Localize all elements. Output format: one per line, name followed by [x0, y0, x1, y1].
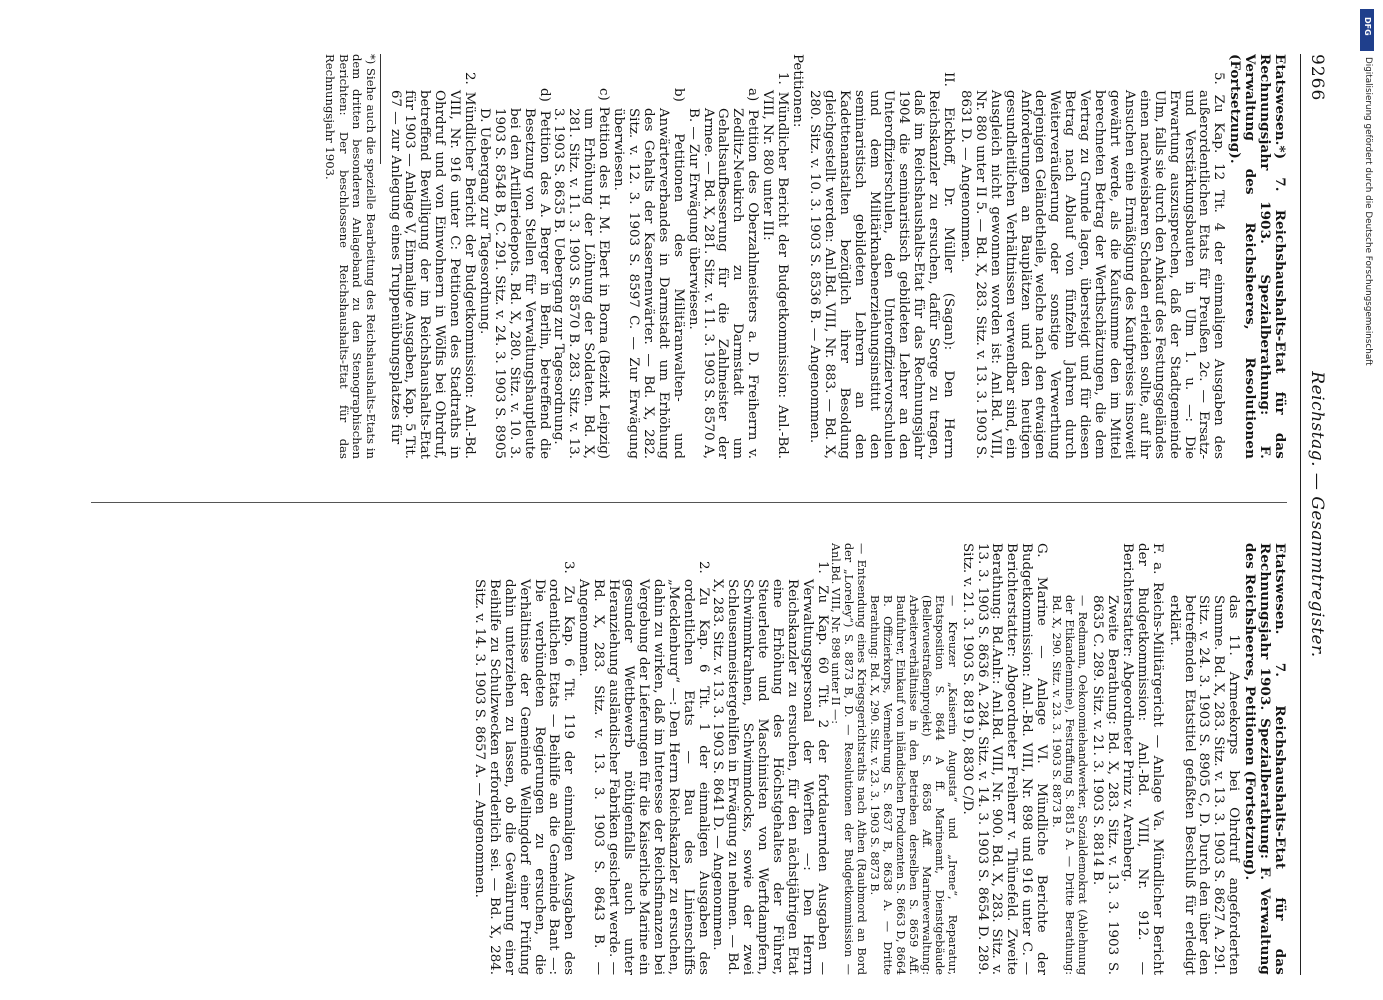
navy-resolution-2: 2. Zu Kap. 6 Tit. 1 der einmaligen Ausgaben des ordentlichen Etats — Bau des Linienschiffs „Mecklenburg“ —: Den Herrn Reichskanzler zu ersuchen, dahin zu wirken, daß im Interesse der Reichsfinanzen bei Vergebung der Lieferungen für die Kaiserliche Marine ein gesunder Wettbewerb nöthigenfalls auch unter Heranziehung ausländischer Fabriken gesichert werde. — Bd. X, 283. Sitz. v. 13. 3. 1903 S. 8643 B. — Angenommen.	[576, 561, 711, 975]
navy-notes: — Kreuzer „Kaiserin Augusta“ und „Irene“, Reparatur, Etatsposition S. 8644 A ff. Marineamt, Dienstgebäude (Bellevuestraßenprojekt) S. 8658 Aff. Marineverwaltung: Arbeiterverhältnisse in den Betrieben derselben S. 8659 Aff. Baufuhrer, Einkauf von inländischen Produzenten S. 8663 D, 8664 B. Offizierkorps, Vermehrung S. 8637 B, 8638 A. — Dritte Berathung: Bd. X, 290. Sitz. v. 23. 3. 1903 S. 8873 B.	[867, 595, 959, 975]
dfg-logo: DFG	[1360, 9, 1374, 51]
petition-b: b) Petitionen des Militäranwalten- und Anwärterverbandes in Darmstadt um Erhöhung des Gehalts der Kasernenwärter. — Bd. X, 282. Sitz. v. 12. 3. 1903 S. 8597 C. — Zur Erwägung überwiesen.	[611, 88, 686, 459]
page-number: 9266	[1307, 54, 1327, 102]
section-heading-continued: Etatswesen. 7. Reichshaushalts-Etat für das Rechnungsjahr 1903. Spezialberathung: F. Verwaltung des Reichsheeres, Petitionen (Fortsetzung).	[1242, 543, 1288, 975]
running-title: Reichstag. — Gesammtregister.	[1307, 371, 1327, 658]
navy-resolution-1: 1. Zu Kap. 60 Tit. 2 der fortdauernden Ausgaben — Verwaltungspersonal der Werften —: Den Herrn Reichskanzler zu ersuchen, für den nächstjährigen Etat eine Erhöhung des Höchstgehaltes der Führer, Steuerleute und Maschinisten von Werftdampfern, Schwimmkrahnen, Schwimmdocks, sowie der zwei Schleusenmeistergehilfen in Erwägung zu nehmen. — Bd. X, 283. Sitz. v. 13. 3. 1903 S. 8641 D. — Angenommen.	[710, 561, 830, 975]
ohrdruf-entry: das 11. Armeekorps bei Ohrdruf angeforderten Summe. Bd. X, 283. Sitz. v. 13. 3. 1903 S. 8627 A. 291. Sitz. v. 24. 3. 1903 S. 8905 C, D. Durch den über den betreffenden Etatstitel gefaßten Beschluß für erledigt erklärt.	[1166, 595, 1242, 975]
navy-entry: G. Marine — Anlage VI. Mündliche Berichte der Budgetkommission: Anl.-Bd. VIII, Nr. 898 und 916 unter C. — Berichterstatter: Abgeordneter Freiherr v. Thünefeld. Zweite Berathung: Bd.Anlr.: Anl.Bd. VIII, Nr. 900. Bd. X, 283. Sitz. v. 13. 3. 1903 S. 8636 A. 284. Sitz. v. 14. 3. 1903 S. 8654 D. 289. Sitz. v. 21. 3. 1903 S. 8819 D, 8830 C/D.	[959, 543, 1050, 975]
military-court-notes: — Redmann, Oekonomiehandwerker, Sozialdemokrat (Ablehnung der Etikandenmine), Festraffung S. 8815 A. — Dritte Berathung: Bd. X, 290. Sitz. v. 23. 3. 1903 S. 8873 B.	[1050, 595, 1090, 975]
navy-resolutions-intro: — Entsendung eines Kriegsgerichtsraths nach Athen (Raubmord an Bord der „Loreley“) S. 8873 B, D. — Resolutionen der Budgetkommission — Anl.Bd. VIII, Nr. 898 unter II —:	[828, 543, 868, 975]
footnote: *) Siehe auch die spezielle Bearbeitung des Reichshaushalts-Etats in dem dritten besonderen Anlageband zu den Stenographischen Berichten: Der beschlossene Reichshaushalts-Etat für das Rechnungsjahr 1903.	[323, 54, 378, 459]
funding-watermark	[1345, 3, 1383, 993]
military-court-entry: F. a. Reichs-Militärgericht — Anlage Va. Mündlicher Bericht der Budgetkommission: Anl.-Bd. VIII, Nr. 912. — Berichterstatter: Abgeordneter Prinz v. Arenberg.	[1119, 543, 1165, 975]
petition-report-1: 1. Mündlicher Bericht der Budgetkommission: Anl.-Bd. VIII, Nr. 880 unter III:	[760, 72, 791, 459]
right-column	[0, 543, 1383, 975]
military-court-second-reading: Zweite Berathung: Bd. X, 283. Sitz. v. 13. 3. 1903 S. 8635 C. 289. Sitz. v. 21. 3. 1903 S. 8814 B.	[1090, 595, 1121, 975]
column-divider	[91, 502, 1287, 503]
left-column	[0, 54, 1383, 459]
navy-resolution-3: 3. Zu Kap. 6 Tit. 119 der einmaligen Ausgaben des ordentlichen Etats — Beihilfe an die Gemeinde Bant —: Die verbündeten Regierungen zu ersuchen, die Verhältnisse der Gemeinde Wellingdorf einer Prüfung dahin unterziehen zu lassen, ob die Gewährung einer Beihilfe zu Schulzwecken erforderlich sei. — Bd. X, 284. Sitz. v. 14. 3. 1903 S. 8657 A. — Angenommen.	[471, 561, 577, 975]
watermark-text: Digitalisierung gefördert durch die Deutsche Forschungsgemeinschaft	[1363, 57, 1373, 366]
resolution-5: 5. Zu Kap. 12 Tit. 4 der einmaligen Ausgaben des außerordentlichen Etats für Preußen 2c. — Ersatz- und Verstärkungsbauten in Ulm 1. u. —: Die Erwartung auszusprechen, daß der Stadtgemeinde Ulm, falls sie durch den Ankauf des Festungsgeländes einen nachweisbaren Schaden erleiden sollte, auf ihr Ansuchen eine Ermäßigung des Kaufpreises insoweit gewährt werde, als die Kaufsumme den im Mittel berechneten Betrag der Werthschätzungen, die dem Vertrag zu Grunde lagen, übersteigt und für diesen Betrag nach Ablauf von fünfzehn Jahren durch Weiterveräußerung oder sonstige Verwerthung derjenigen Geländetheile, welche nach den etwaigen Anforderungen an Bauplätzen und den heutigen gesundheitlichen Verhältnissen verwendbar sind, ein Ausgleich nicht gewonnen worden ist: Anl.Bd. VIII, Nr. 880 unter II 5. — Bd. X, 283. Sitz. v. 13. 3. 1903 S. 8631 D. — Angenommen.	[957, 72, 1227, 459]
petition-report-2: 2. Mündlicher Bericht der Budgetkommission: Anl.-Bd. VIII, Nr. 916 unter C: Petitionen des Stadtraths in Ohrdruf und von Einwohnern in Wölfis bei Ohrdruf, betreffend Bewilligung der im Reichshaushalts-Etat für 1903 — Anlage V, Einmalige Ausgaben, Kap. 5 Tit. 67 — zur Anlegung eines Truppenübungsplatzes für	[387, 72, 478, 459]
petitions-heading: Petitionen:	[790, 54, 805, 128]
petition-a: a) Petition des Oberzahlmeisters a. D. Freiherrn v. Zedlitz-Neukirch zu Darmstadt um Gehaltsaufbesserung für die Zahlmeister der Armee. — Bd. X, 281. Sitz. v. 11. 3. 1903 S. 8570 A, B. — Zur Erwägung überwiesen.	[685, 88, 761, 459]
section-heading: Etatswesen.*) 7. Reichshaushalts-Etat für das Rechnungsjahr 1903. Spezialberathung: F. Verwaltung des Reichsheeres, Resolutionen (Fortsetzung).	[1227, 54, 1288, 459]
footnote-rule	[380, 54, 381, 164]
petition-c: c) Petition des H. M. Ebert in Borna (Bezirk Leipzig) um Erhöhung der Löhnung der Soldaten. Bd. X, 281. Sitz. v. 11. 3. 1903 S. 8570 B. 283. Sitz. v. 13. 3. 1903 S. 8635 B. Uebergang zur Tagesordnung.	[551, 88, 612, 459]
resolution-ii: II. Eickhoff, Dr. Müller (Sagan): Den Herrn Reichskanzler zu ersuchen, dafür Sorge zu tragen, daß im Reichshaushalts-Etat für das Rechnungsjahr 1904 die seminaristisch gebildeten Lehrer an den Unteroffizierschulen, den Unteroffiziervorschulen und dem Militärknabenerziehungsinstitut den seminaristisch gebildeten Lehrern an den Kadettenanstalten bezüglich ihrer Besoldung gleichgestellt werden: Anl.Bd. VIII, Nr. 883. — Bd. X, 280. Sitz. v. 10. 3. 1903 S. 8536 B. — Angenommen.	[806, 72, 957, 459]
petition-d: d) Petition des A. Berger in Berlin, betreffend die Besetzung von Stellen für Verwaltungshauptleute bei den Artilleriedepots. Bd. X, 280. Sitz. v. 10. 3. 1903 S. 8548 B, C. 291. Sitz. v. 24. 3. 1903 S. 8905 D. Uebergang zur Tagesordnung.	[476, 88, 552, 459]
